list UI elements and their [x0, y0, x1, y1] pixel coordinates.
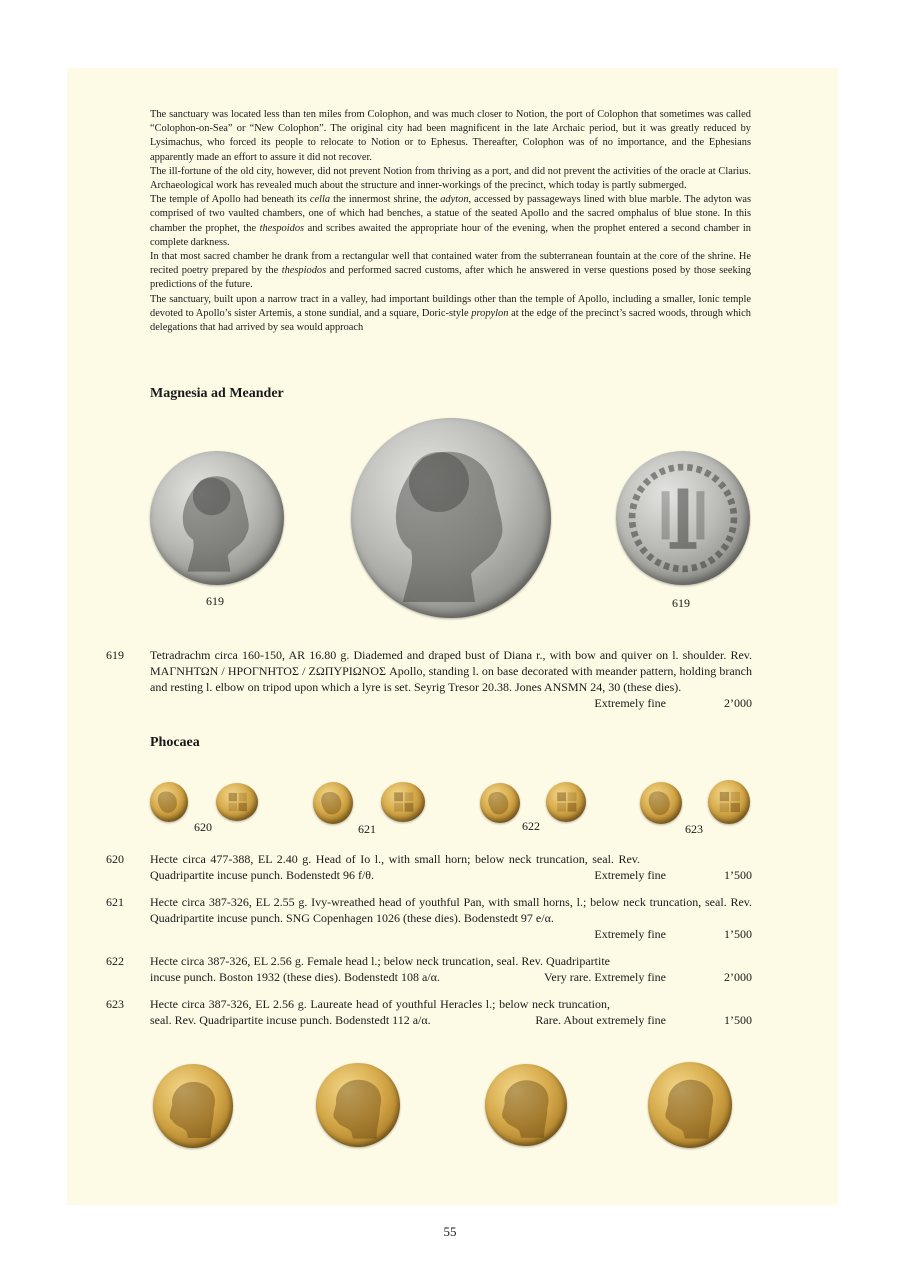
lot-entry-621	[106, 894, 752, 942]
lot-price: 2’000	[724, 696, 752, 710]
coin-619-reverse	[616, 451, 750, 585]
coin-label-623: 623	[685, 822, 703, 836]
coin-622-reverse	[546, 782, 586, 822]
section-heading-magnesia: Magnesia ad Meander	[150, 386, 284, 401]
intro-paragraph: The sanctuary, built upon a narrow tract in a valley, had important buildings other than the temple of Apollo, including a smaller, Ionic temple devoted to Apollo’s sister Artemis, a stone sundial, and a square, Doric-style propylon at the edge of the precinct’s sacred woods, through which delegations that had arrived by sea would approach	[150, 293, 751, 334]
lot-description: Hecte circa 387-326, EL 2.56 g. Female head l.; below neck truncation, seal. Rev. Quadripartite incuse punch. Boston 1932 (these dies). Bodenstedt 108 a/α.	[150, 954, 610, 984]
coin-620-obverse-enlarged	[153, 1064, 233, 1148]
intro-paragraph: In that most sacred chamber he drank from a rectangular well that contained water from the subterranean fountain at the core of the shrine. He recited poetry prepared by the thespiodos and performed sacred customs, after which he answered in verse questions posed by those seeking predictions of the future.	[150, 251, 751, 291]
lot-grade: Very rare. Extremely fine	[544, 970, 666, 984]
lot-entry-620	[106, 851, 752, 883]
coin-621-reverse	[381, 782, 425, 822]
coin-label-622: 622	[522, 819, 540, 833]
lot-number: 620	[106, 852, 124, 866]
lot-price: 1’500	[724, 927, 752, 941]
coin-620-obverse	[150, 782, 188, 822]
coin-619-obverse-enlarged	[351, 418, 551, 618]
coin-622-obverse	[480, 783, 520, 823]
lot-entry-619	[106, 647, 752, 711]
lot-entry-623	[106, 996, 752, 1028]
lot-description: Tetradrachm circa 160-150, AR 16.80 g. Diademed and draped bust of Diana r., with bow and quiver on l. shoulder. Rev. ΜΑΓΝΗΤΩΝ / ΗΡΟΓΝΗΤΟΣ / ΖΩΠΥΡΙΩΝΟΣ Apollo, standing l. on base decorated with meander pattern, holding branch and resting l. elbow on tripod upon which a lyre is set. Seyrig Tresor 20.38. Jones ANSMN 24, 30 (these dies).	[150, 648, 752, 694]
intro-paragraph: The sanctuary was located less than ten miles from Colophon, and was much closer to Notion, the port of Colophon that sometimes was called “Colophon-on-Sea” or “New Colophon”. The original city had been magnificent in the late Archaic period, but it was greatly reduced by Lysimachus, who forced its people to relocate to Notion or to Ephesus. Thereafter, Colophon was of no importance, and the Ephesians apparently made an effort to assure it did not recover.	[150, 109, 751, 163]
coin-619-obverse-small	[150, 451, 284, 585]
page-number: 55	[443, 1224, 457, 1239]
lot-grade: Extremely fine	[594, 696, 666, 710]
coin-621-obverse-enlarged	[316, 1063, 400, 1147]
lot-number: 623	[106, 997, 124, 1011]
coin-label-621: 621	[358, 822, 376, 836]
lot-description: Hecte circa 477-388, EL 2.40 g. Head of Io l., with small horn; below neck truncation, seal. Rev. Quadripartite incuse punch. Bodenstedt 96 f/θ.	[150, 852, 640, 882]
intro-text	[150, 108, 751, 335]
lot-entry-622	[106, 953, 752, 985]
lot-price: 1’500	[724, 868, 752, 882]
lot-description: Hecte circa 387-326, EL 2.55 g. Ivy-wreathed head of youthful Pan, with small horns, l.; below neck truncation, seal. Rev. Quadripartite incuse punch. SNG Copenhagen 1026 (these dies). Bodenstedt 97 e/α.	[150, 895, 752, 925]
coin-622-obverse-enlarged	[485, 1064, 567, 1146]
coin-623-obverse	[640, 782, 682, 824]
lot-grade: Rare. About extremely fine	[535, 1013, 666, 1027]
intro-paragraph: The temple of Apollo had beneath its cella the innermost shrine, the adyton, accessed by passageways lined with blue marble. The adyton was comprised of two vaulted chambers, one of which had benches, a statue of the seated Apollo and the sacred omphalus of blue stone. In this chamber the prophet, the thespoidos and scribes awaited the appropriate hour of the evening, when the prophet entered a second chamber in complete darkness.	[150, 194, 751, 248]
lot-number: 621	[106, 895, 124, 909]
lot-number: 622	[106, 954, 124, 968]
lot-grade: Extremely fine	[594, 927, 666, 941]
coin-623-reverse	[708, 780, 750, 824]
coin-621-obverse	[313, 782, 353, 824]
section-heading-phocaea: Phocaea	[150, 735, 200, 750]
lot-price: 1’500	[724, 1013, 752, 1027]
lot-price: 2’000	[724, 970, 752, 984]
lot-number: 619	[106, 648, 124, 662]
lot-grade: Extremely fine	[594, 868, 666, 882]
coin-label-620: 620	[194, 820, 212, 834]
coin-label-619-left: 619	[206, 594, 224, 608]
lot-description: Hecte circa 387-326, EL 2.56 g. Laureate head of youthful Heracles l.; below neck truncation, seal. Rev. Quadripartite incuse punch. Bodenstedt 112 a/α.	[150, 997, 610, 1027]
coin-label-619-right: 619	[672, 596, 690, 610]
coin-623-obverse-enlarged	[648, 1062, 732, 1148]
intro-paragraph: The ill-fortune of the old city, however, did not prevent Notion from thriving as a port, and did not prevent the activities of the oracle at Clarius. Archaeological work has revealed much about the structure and inner-workings of the precinct, which today is partly submerged.	[150, 165, 751, 192]
coin-620-reverse	[216, 783, 258, 821]
